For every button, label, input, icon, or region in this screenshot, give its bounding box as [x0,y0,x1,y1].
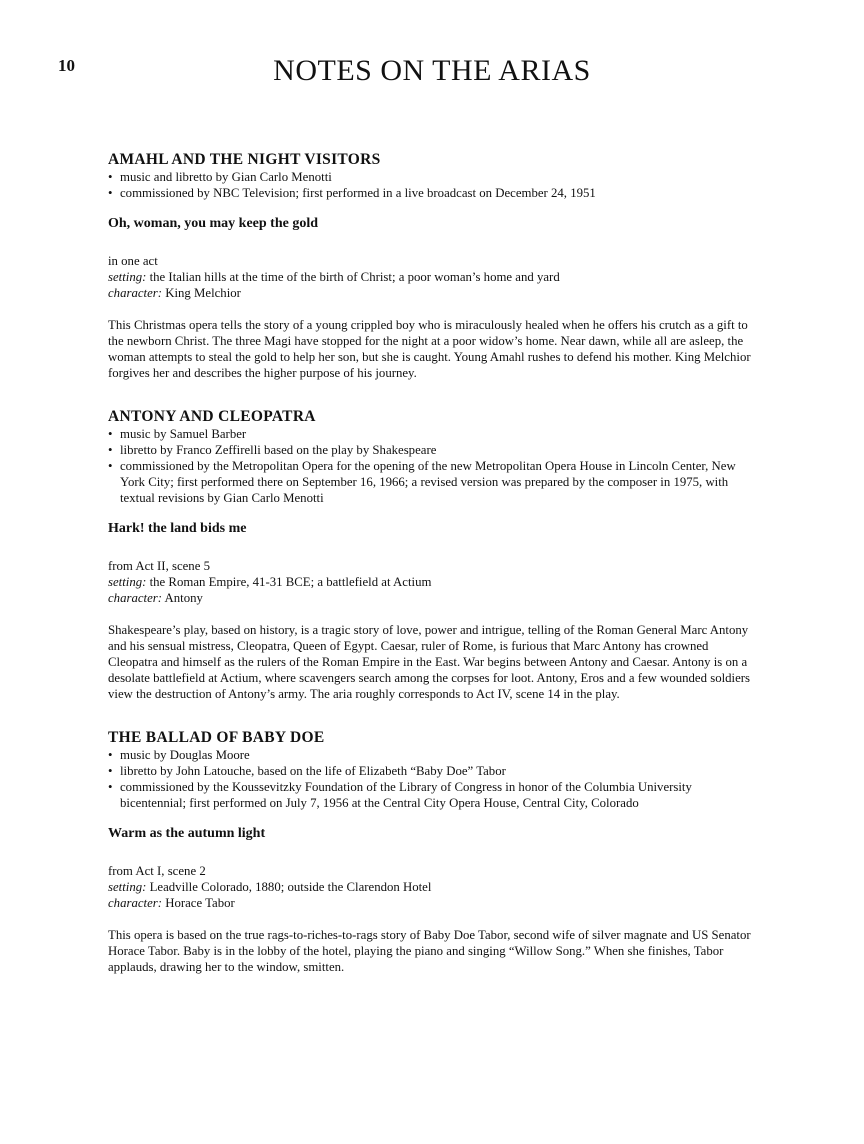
opera-section-amahl [108,150,760,381]
setting-text: the Italian hills at the time of the birth of Christ; a poor woman’s home and yard [149,270,560,284]
bullet-icon: • [108,764,113,778]
setting-text: Leadville Colorado, 1880; outside the Clarendon Hotel [149,880,432,894]
bullet-icon: • [108,427,113,441]
list-item-text: commissioned by the Koussevitzky Foundation of the Library of Congress in honor of the Columbia University bicentennial; first performed on July 7, 1956 at the Central City Opera House, Central City, Colorado [120,780,692,810]
aria-synopsis: This Christmas opera tells the story of a young crippled boy who is miraculously healed when he offers his crutch as a gift to the newborn Christ. The three Magi have stopped for the night at a poor widow’s home. Near dawn, while all are asleep, the woman attempts to steal the gold to help her son, but she is caught. Young Amahl rushes to defend his mother. King Melchior forgives her and describes the higher purpose of his journey. [108,318,751,380]
opera-facts-list [108,747,760,811]
opera-facts-list [108,169,760,201]
setting-label: setting: [108,575,147,589]
aria-location: in one act [108,254,158,268]
list-item [108,747,760,763]
character-label: character: [108,591,163,605]
list-item [108,458,760,506]
list-item-text: libretto by John Latouche, based on the life of Elizabeth “Baby Doe” Tabor [120,764,506,778]
bullet-icon: • [108,748,113,762]
character-label: character: [108,896,163,910]
opera-section-antony [108,407,760,702]
list-item-text: commissioned by the Metropolitan Opera for the opening of the new Metropolitan Opera House in Lincoln Center, New York City; first performed there on September 16, 1966; a revised version was prepared by the composer in 1975, with textual revisions by Gian Carlo Menotti [120,459,736,505]
character-text: Horace Tabor [165,896,235,910]
opera-facts-list [108,426,760,506]
setting-label: setting: [108,270,147,284]
bullet-icon: • [108,443,113,457]
aria-character [108,895,760,911]
bullet-icon: • [108,459,113,473]
list-item-text: music by Douglas Moore [120,748,250,762]
aria-title: Hark! the land bids me [108,521,247,536]
page-number: 10 [58,56,75,75]
character-text: King Melchior [165,286,241,300]
list-item-text: music by Samuel Barber [120,427,247,441]
aria-synopsis: Shakespeare’s play, based on history, is a tragic story of love, power and intrigue, telling of the Roman General Marc Antony and his sensual mistress, Cleopatra, Queen of Egypt. Caesar, ruler of Rome, is furious that Marc Antony has crowned Cleopatra and himself as the rulers of the Roman Empire in the East. War begins between Antony and Caesar. Antony is on a desolate battlefield at Actium, where scavengers search among the corpses for loot. Antony, Eros and a few wounded soldiers view the destruction of Antony’s army. The aria roughly corresponds to Act IV, scene 14 in the play. [108,623,751,701]
opera-section-baby-doe [108,728,760,975]
page-title: NOTES ON THE ARIAS [273,54,591,87]
list-item [108,169,760,185]
opera-title: ANTONY AND CLEOPATRA [108,408,316,425]
opera-title: AMAHL AND THE NIGHT VISITORS [108,151,381,168]
list-item [108,442,760,458]
list-item [108,185,760,201]
list-item [108,763,760,779]
character-label: character: [108,286,163,300]
aria-location: from Act I, scene 2 [108,864,206,878]
list-item-text: music and libretto by Gian Carlo Menotti [120,170,332,184]
aria-location: from Act II, scene 5 [108,559,210,573]
aria-synopsis: This opera is based on the true rags-to-riches-to-rags story of Baby Doe Tabor, second wife of silver magnate and US Senator Horace Tabor. Baby is in the lobby of the hotel, playing the piano and singing “Willow Song.” When she finishes, Tabor applauds, drawing her to the window, smitten. [108,928,751,974]
aria-setting [108,574,760,590]
aria-title: Warm as the autumn light [108,826,266,841]
aria-character [108,285,760,301]
setting-text: the Roman Empire, 41-31 BCE; a battlefield at Actium [149,575,432,589]
character-text: Antony [164,591,203,605]
list-item-text: commissioned by NBC Television; first performed in a live broadcast on December 24, 1951 [120,186,596,200]
aria-character [108,590,760,606]
list-item [108,779,760,811]
list-item-text: libretto by Franco Zeffirelli based on the play by Shakespeare [120,443,437,457]
bullet-icon: • [108,780,113,794]
setting-label: setting: [108,880,147,894]
aria-setting [108,879,760,895]
aria-title: Oh, woman, you may keep the gold [108,216,319,231]
aria-setting [108,269,760,285]
notes-content [108,150,760,1001]
bullet-icon: • [108,186,113,200]
bullet-icon: • [108,170,113,184]
list-item [108,426,760,442]
opera-title: THE BALLAD OF BABY DOE [108,729,325,746]
